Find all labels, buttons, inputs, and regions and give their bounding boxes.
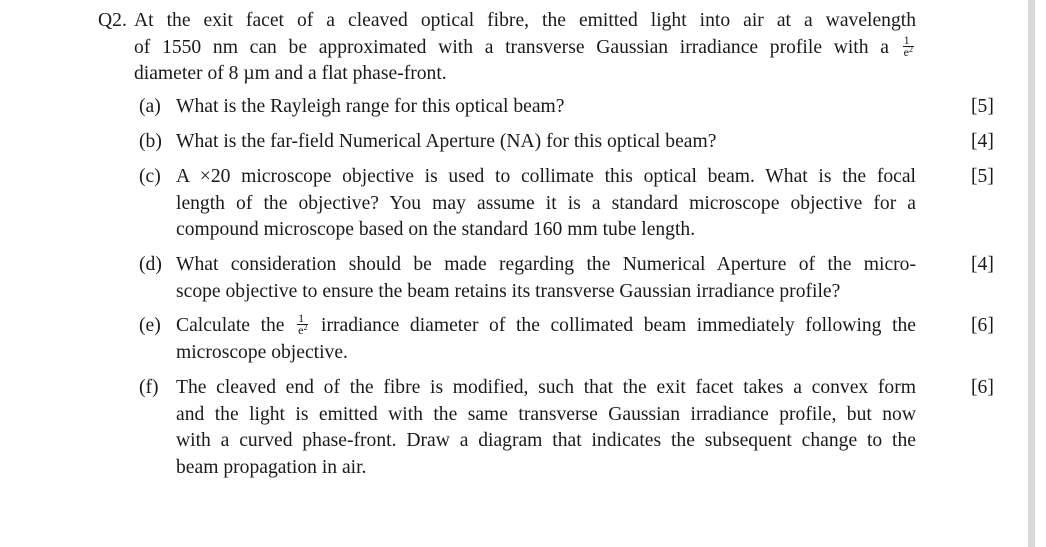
fraction-numerator: 1 bbox=[903, 35, 914, 47]
question-stem bbox=[134, 8, 916, 88]
part-text bbox=[176, 252, 916, 305]
part-line: microscope objective. bbox=[176, 341, 348, 363]
part-label: (b) bbox=[139, 131, 162, 152]
fraction-exponent: 2 bbox=[303, 323, 308, 332]
marks: [4] bbox=[971, 131, 994, 152]
part-line: scope objective to ensure the beam retains its transverse Gaussian irradiance profile? bbox=[176, 280, 841, 302]
part-line: and the light is emitted with the same transverse Gaussian irradiance profile, but now bbox=[176, 403, 916, 425]
part-line: length of the objective? You may assume it is a standard microscope objective for a bbox=[176, 192, 916, 214]
one-over-e-squared-fraction bbox=[297, 313, 308, 336]
stem-line-1: At the exit facet of a cleaved optical fibre, the emitted light into air at a wavelength bbox=[134, 10, 916, 31]
part-e-before-fraction: Calculate the bbox=[176, 315, 285, 336]
part-line: The cleaved end of the fibre is modified, such that the exit facet takes a convex form bbox=[176, 377, 916, 398]
fraction-exponent: 2 bbox=[908, 44, 913, 54]
marks: [6] bbox=[971, 377, 994, 398]
fraction-denominator bbox=[297, 325, 308, 336]
part-e-after-fraction: irradiance diameter of the collimated beam immediately following the bbox=[321, 315, 917, 336]
part-line: What is the Rayleigh range for this optical beam? bbox=[176, 96, 565, 117]
fraction-base: e bbox=[903, 44, 909, 59]
part-line: What consideration should be made regarding the Numerical Aperture of the micro- bbox=[176, 254, 916, 275]
part-line: compound microscope based on the standard 160 mm tube length. bbox=[176, 219, 696, 240]
marks: [5] bbox=[971, 166, 994, 187]
fraction-base: e bbox=[298, 323, 304, 337]
part-text bbox=[176, 129, 916, 156]
part-label: (d) bbox=[139, 254, 162, 275]
part-label: (e) bbox=[139, 315, 161, 336]
fraction-numerator: 1 bbox=[297, 313, 308, 325]
part-label: (f) bbox=[139, 377, 159, 398]
part-text bbox=[176, 164, 916, 244]
part-line: beam propagation in air. bbox=[176, 456, 367, 478]
part-text bbox=[176, 375, 916, 481]
question-number: Q2. bbox=[98, 10, 127, 31]
stem-line-2 bbox=[134, 32, 916, 62]
part-line: A ×20 microscope objective is used to collimate this optical beam. What is the focal bbox=[176, 166, 916, 187]
stem-line-3: diameter of 8 µm and a flat phase-front. bbox=[134, 63, 447, 84]
part-text bbox=[176, 94, 916, 121]
stem-line-2-text: of 1550 nm can be approximated with a transverse Gaussian irradiance profile with a bbox=[134, 36, 889, 58]
marks: [4] bbox=[971, 254, 994, 275]
marks: [6] bbox=[971, 315, 994, 336]
part-text bbox=[176, 313, 916, 366]
part-label: (a) bbox=[139, 96, 161, 117]
fraction-denominator bbox=[903, 44, 914, 59]
part-line: What is the far-field Numerical Aperture (NA) for this optical beam? bbox=[176, 131, 717, 152]
part-line bbox=[176, 313, 916, 340]
part-line: with a curved phase-front. Draw a diagram that indicates the subsequent change to the bbox=[176, 430, 916, 451]
marks: [5] bbox=[971, 96, 994, 117]
one-over-e-squared-fraction bbox=[903, 32, 914, 59]
page-edge-rule bbox=[1028, 0, 1035, 547]
part-label: (c) bbox=[139, 166, 161, 187]
